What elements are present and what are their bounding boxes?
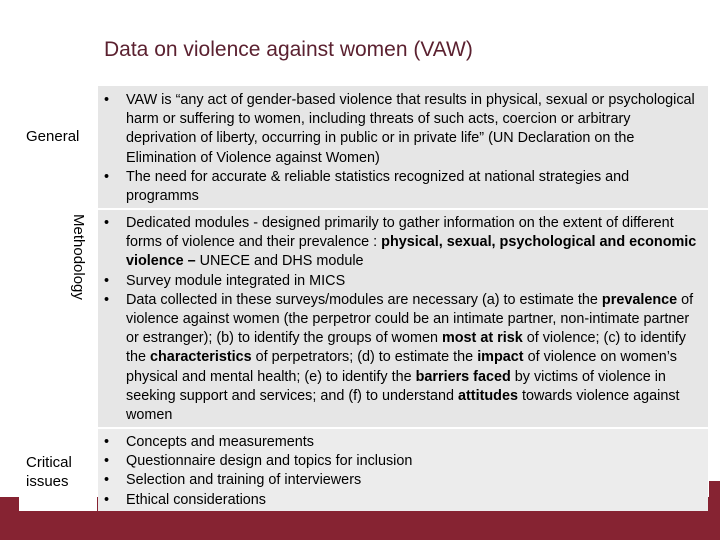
text-run: of violence; (c) to identify the <box>126 330 686 366</box>
list-item: • Selection and training of interviewers <box>126 471 704 490</box>
accent-bar <box>709 481 720 511</box>
row-label-general: General <box>26 128 80 145</box>
text-run: Data collected in these surveys/modules are necessary (a) to estimate the <box>126 291 602 308</box>
bold-run: prevalence <box>601 291 678 308</box>
text-run: towards violence against women <box>126 387 680 424</box>
content-cell-critical <box>98 429 708 511</box>
label-cell-methodology <box>19 210 97 427</box>
list-item: • Concepts and measurements <box>126 433 704 452</box>
text-run: of violence against women (the perpetror could be an intimate partner, non-intimate partner or estranger); (b) to identify the groups of women <box>126 291 694 347</box>
label-cell-critical <box>19 429 97 511</box>
page-title: Data on violence against women (VAW) <box>104 38 473 61</box>
row-label-line: issues <box>26 473 69 490</box>
list-item: • VAW is “any act of gender-based violence that results in physical, sexual or psychological harm or suffering to women, including threats of such acts, coercion or arbitrary deprivation of liberty, occurring in public or in private life” (UN Declaration on the Elimination of Violence against Women) <box>126 91 704 168</box>
row-label-critical <box>26 453 72 491</box>
bold-run: barriers faced <box>415 368 511 385</box>
content-cell-general <box>98 86 708 208</box>
bullet-list-methodology <box>126 214 704 425</box>
row-label-methodology: Methodology <box>70 214 87 300</box>
bold-run: most at risk <box>441 330 523 347</box>
list-item: • The need for accurate & reliable statistics recognized at national strategies and programms <box>126 168 704 206</box>
bullet-list-general <box>126 91 704 206</box>
text-run: by victims of violence in seeking support and services; and (f) to understand <box>126 368 666 404</box>
list-item <box>126 291 704 425</box>
table-row-methodology <box>19 210 708 427</box>
bullet-list-critical <box>126 433 704 510</box>
row-label-line: Critical <box>26 454 72 471</box>
content-cell-methodology <box>98 210 708 427</box>
bold-run: physical, sexual, psychological and economic violence – <box>126 234 697 270</box>
label-cell-general <box>19 86 97 208</box>
list-item <box>126 214 704 272</box>
list-item: • Ethical considerations <box>126 491 704 510</box>
bold-run: impact <box>477 349 524 366</box>
text-run: of violence on women’s physical and mental health; (e) to identify the <box>126 349 677 385</box>
text-run: UNECE and DHS module <box>195 253 364 270</box>
list-item: • Questionnaire design and topics for inclusion <box>126 452 704 471</box>
table-row-general <box>19 86 708 208</box>
text-run: Dedicated modules - designed primarily to gather information on the extent of different forms of violence and their prevalence : <box>126 215 674 251</box>
bold-run: characteristics <box>150 349 252 366</box>
table-row-critical <box>19 429 708 511</box>
list-item: • Survey module integrated in MICS <box>126 272 704 291</box>
bold-run: attitudes <box>457 387 518 404</box>
text-run: of perpetrators; (d) to estimate the <box>251 349 478 366</box>
